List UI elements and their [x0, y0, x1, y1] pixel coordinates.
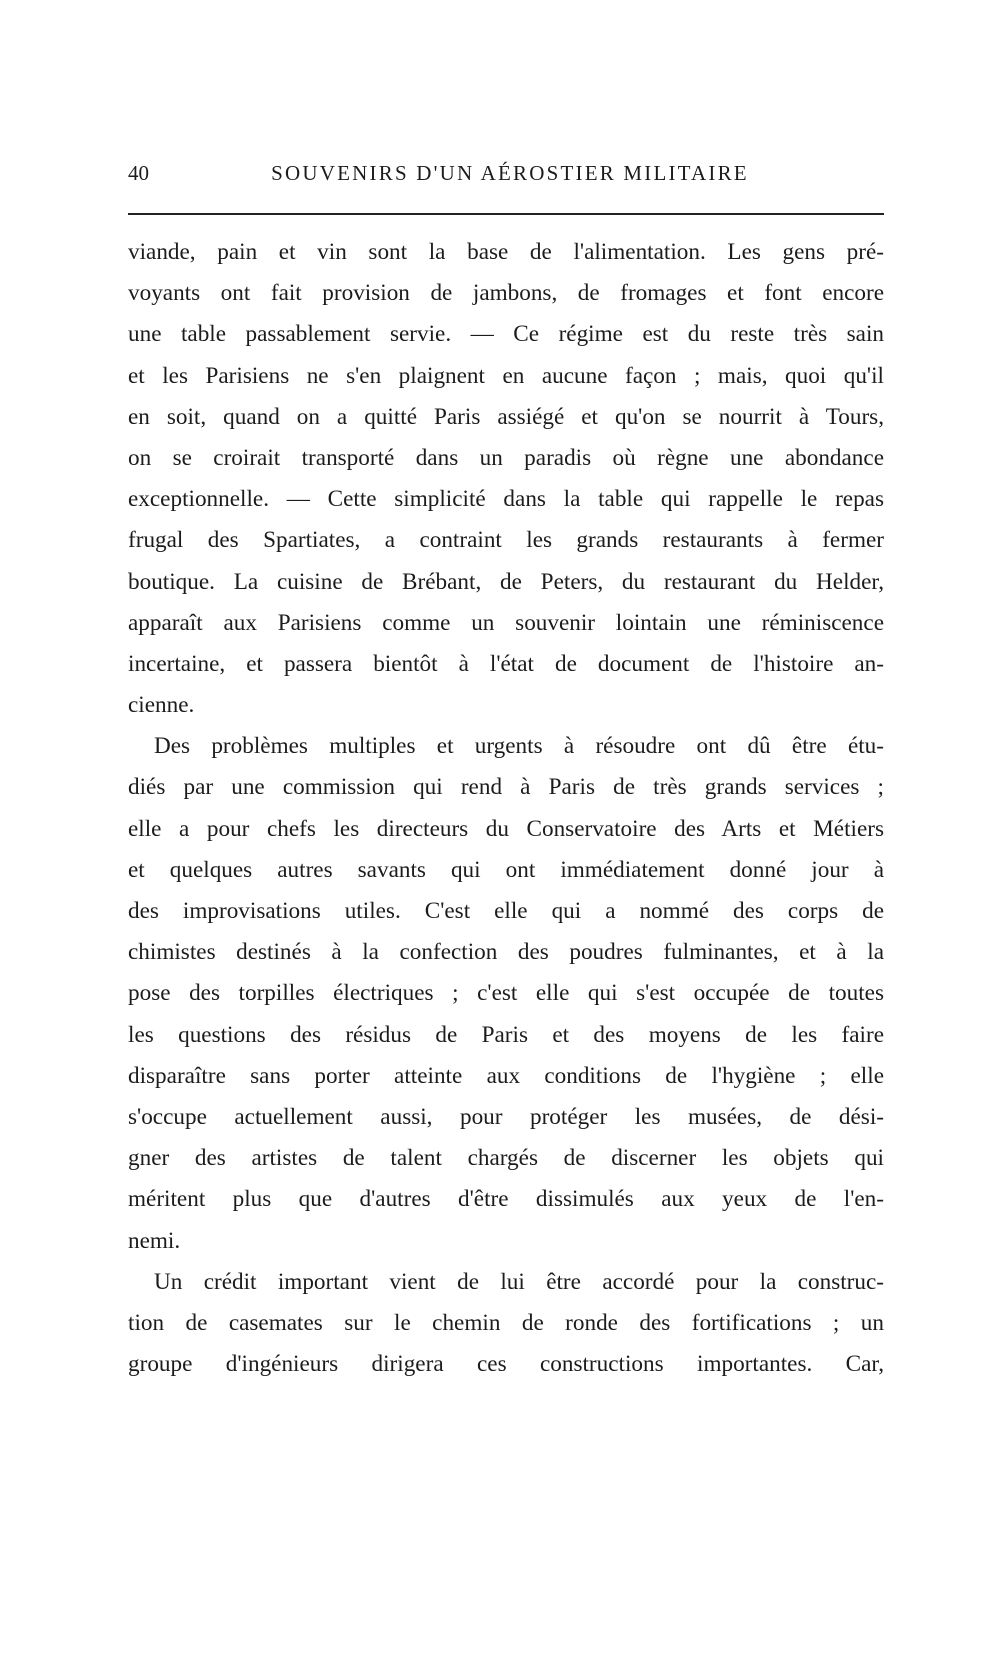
text-line: et quelques autres savants qui ont immédiatement donné jour à	[128, 856, 884, 883]
page-number: 40	[128, 161, 149, 185]
text-line: exceptionnelle. — Cette simplicité dans la table qui rappelle le repas	[128, 486, 884, 513]
text-line: on se croirait transporté dans un paradis où règne une abondance	[128, 444, 884, 471]
text-line: nemi.	[128, 1227, 181, 1254]
text-line: boutique. La cuisine de Brébant, de Peters, du restaurant du Helder,	[128, 568, 884, 595]
text-line: incertaine, et passera bientôt à l'état de document de l'histoire an-	[128, 650, 884, 677]
text-line: cienne.	[128, 692, 195, 719]
text-line: groupe d'ingénieurs dirigera ces constructions importantes. Car,	[128, 1351, 884, 1378]
paragraph-3	[128, 1262, 884, 1386]
text-line: méritent plus que d'autres d'être dissimulés aux yeux de l'en-	[128, 1186, 884, 1213]
text-line: gner des artistes de talent chargés de discerner les objets qui	[128, 1145, 884, 1172]
text-line: Des problèmes multiples et urgents à résoudre ont dû être étu-	[154, 733, 884, 760]
text-line: elle a pour chefs les directeurs du Conservatoire des Arts et Métiers	[128, 815, 884, 842]
text-line: et les Parisiens ne s'en plaignent en aucune façon ; mais, quoi qu'il	[128, 362, 884, 389]
text-line: viande, pain et vin sont la base de l'alimentation. Les gens pré-	[128, 239, 884, 265]
text-line: diés par une commission qui rend à Paris de très grands services ;	[128, 774, 884, 801]
running-title: SOUVENIRS D'UN AÉROSTIER MILITAIRE	[271, 161, 749, 185]
text-line: en soit, quand on a quitté Paris assiégé et qu'on se nourrit à Tours,	[128, 403, 884, 430]
text-line: chimistes destinés à la confection des poudres fulminantes, et à la	[128, 939, 884, 966]
text-line: pose des torpilles électriques ; c'est elle qui s'est occupée de toutes	[128, 980, 884, 1007]
running-head	[128, 158, 884, 188]
text-line: voyants ont fait provision de jambons, de fromages et font encore	[128, 280, 884, 307]
text-line: apparaît aux Parisiens comme un souvenir lointain une réminiscence	[128, 609, 884, 636]
text-line: frugal des Spartiates, a contraint les grands restaurants à fermer	[128, 527, 884, 554]
text-line: tion de casemates sur le chemin de ronde des fortifications ; un	[128, 1309, 884, 1336]
body-text	[128, 232, 884, 1385]
text-line: disparaître sans porter atteinte aux conditions de l'hygiène ; elle	[128, 1062, 884, 1089]
text-line: Un crédit important vient de lui être accordé pour la construc-	[154, 1268, 884, 1295]
text-line: s'occupe actuellement aussi, pour protéger les musées, de dési-	[128, 1103, 884, 1130]
paragraph-1	[128, 232, 884, 726]
paragraph-2	[128, 726, 884, 1261]
text-line: une table passablement servie. — Ce régime est du reste très sain	[128, 321, 884, 348]
header-rule	[128, 213, 884, 215]
text-line: des improvisations utiles. C'est elle qui a nommé des corps de	[128, 898, 884, 924]
text-line: les questions des résidus de Paris et des moyens de les faire	[128, 1021, 884, 1048]
